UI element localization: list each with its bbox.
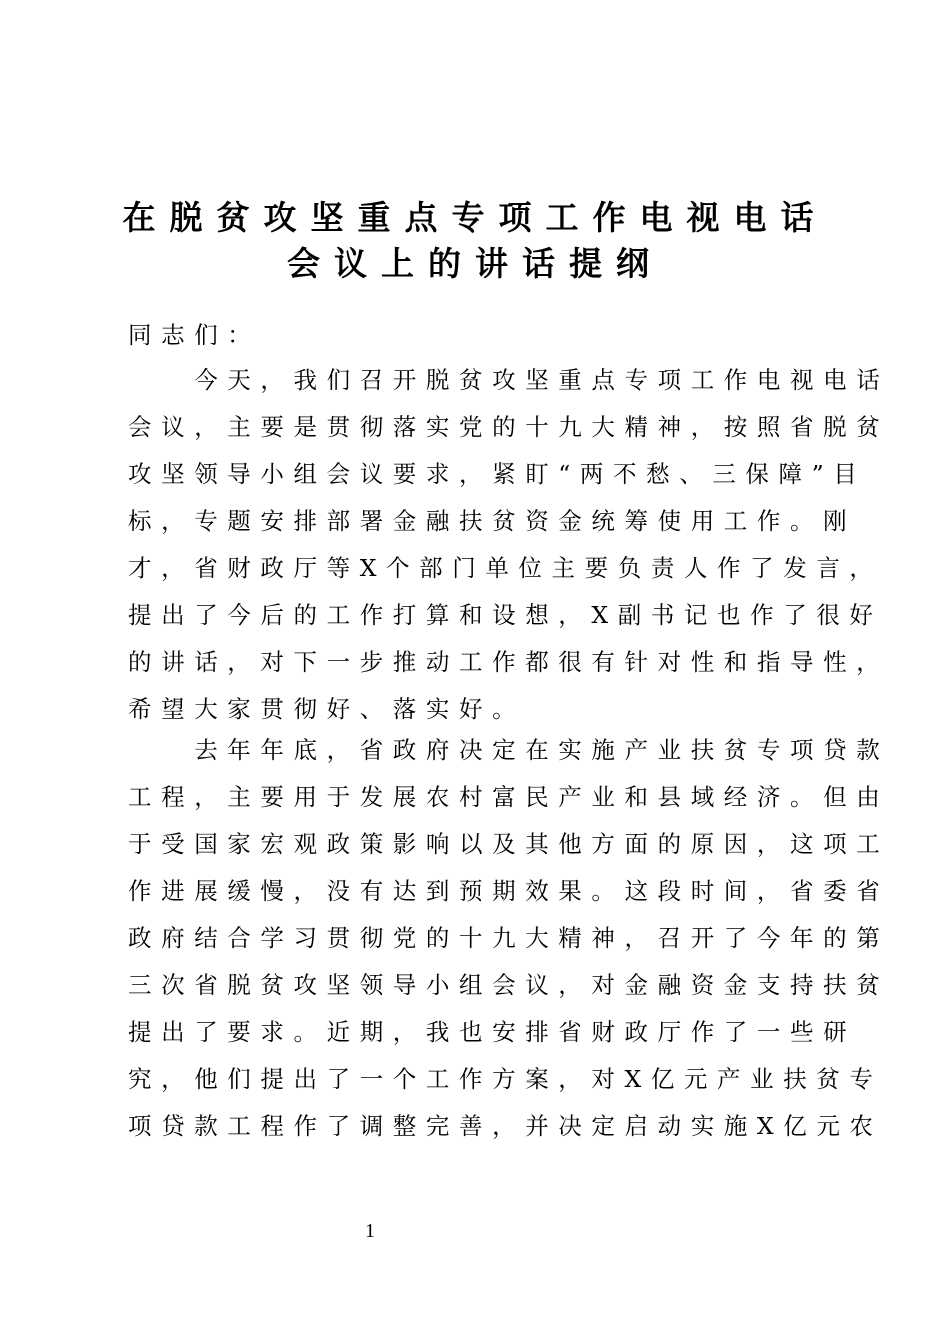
paragraph-line: 于受国家宏观政策影响以及其他方面的原因，这项工 xyxy=(128,830,890,858)
salutation: 同志们： xyxy=(128,321,261,349)
paragraph-line: 三次省脱贫攻坚领导小组会议，对金融资金支持扶贫 xyxy=(128,971,890,999)
paragraph-line: 工程，主要用于发展农村富民产业和县域经济。但由 xyxy=(128,783,890,811)
paragraph-line: 作进展缓慢，没有达到预期效果。这段时间，省委省 xyxy=(128,877,890,905)
document-title-line2: 会议上的讲话提纲 xyxy=(287,244,663,283)
paragraph-line: 项贷款工程作了调整完善，并决定启动实施X亿元农 xyxy=(128,1112,883,1140)
paragraph-line: 标，专题安排部署金融扶贫资金统筹使用工作。刚 xyxy=(128,507,857,535)
paragraph-2 xyxy=(128,727,890,1150)
paragraph-line: 究，他们提出了一个工作方案，对X亿元产业扶贫专 xyxy=(128,1065,883,1093)
paragraph-line: 会议，主要是贯彻落实党的十九大精神，按照省脱贫 xyxy=(128,413,890,441)
paragraph-line: 今天，我们召开脱贫攻坚重点专项工作电视电话 xyxy=(128,366,890,394)
paragraph-line: 去年年底，省政府决定在实施产业扶贫专项贷款 xyxy=(128,736,890,764)
paragraph-line: 希望大家贯彻好、落实好。 xyxy=(128,695,526,723)
paragraph-line: 提出了要求。近期，我也安排省财政厅作了一些研 xyxy=(128,1018,857,1046)
document-title-line1: 在脱贫攻坚重点专项工作电视电话 xyxy=(122,198,828,237)
paragraph-line: 攻坚领导小组会议要求，紧盯“两不愁、三保障”目 xyxy=(128,460,867,488)
paragraph-1 xyxy=(128,357,890,733)
page-number: 1 xyxy=(365,1220,375,1242)
paragraph-line: 提出了今后的工作打算和设想，X副书记也作了很好 xyxy=(128,601,883,629)
paragraph-line: 才，省财政厅等X个部门单位主要负责人作了发言， xyxy=(128,554,883,582)
paragraph-line: 政府结合学习贯彻党的十九大精神，召开了今年的第 xyxy=(128,924,890,952)
paragraph-line: 的讲话，对下一步推动工作都很有针对性和指导性， xyxy=(128,648,890,676)
